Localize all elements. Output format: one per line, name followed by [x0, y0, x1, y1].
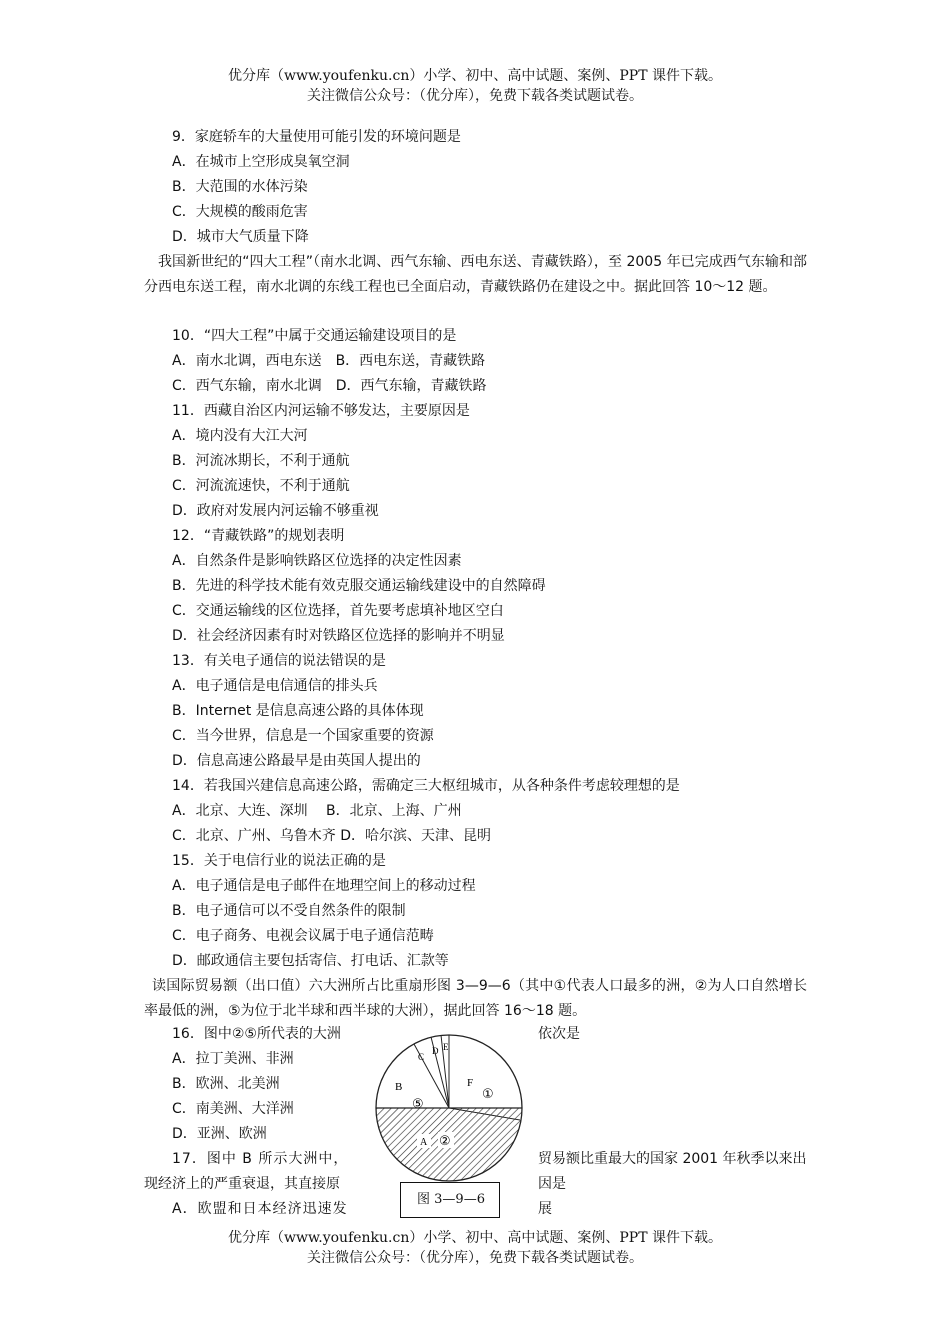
sector-mark-1: ①: [482, 1087, 494, 1102]
passage-four-projects: 我国新世纪的“四大工程”（南水北调、西气东输、西电东送、青藏铁路），至 2005 年已完成西气东输和部分西电东送工程，南水北调的东线工程也已全面启动，青藏铁路仍在建设之中。据此回答 10～12 题。: [144, 254, 807, 295]
q12-option-a: A．自然条件是影响铁路区位选择的决定性因素: [172, 553, 462, 569]
q16-stem-left: 16．图中②⑤所代表的大洲: [172, 1026, 341, 1042]
q11-option-c: C．河流流速快，不利于通航: [172, 478, 350, 494]
q12-option-b: B．先进的科学技术能有效克服交通运输线建设中的自然障碍: [172, 578, 546, 594]
q14-options-cd: C．北京、广州、乌鲁木齐 D．哈尔滨、天津、昆明: [172, 828, 492, 844]
sector-label-a: A: [420, 1137, 428, 1148]
q16-option-d: D．亚洲、欧洲: [172, 1126, 267, 1142]
q16-stem-right: 依次是: [538, 1026, 580, 1042]
figure-caption: 图 3—9—6: [417, 1192, 485, 1207]
q10-stem: 10．“四大工程”中属于交通运输建设项目的是: [172, 328, 457, 344]
figure-caption-box: [400, 1182, 500, 1218]
q15-stem: 15．关于电信行业的说法正确的是: [172, 853, 386, 869]
q17-stem-left: 17．图中 B 所示大洲中，: [172, 1151, 349, 1167]
header-line-2: 关注微信公众号：（优分库），免费下载各类试题试卷。: [307, 88, 643, 104]
q12-option-c: C．交通运输线的区位选择，首先要考虑填补地区空白: [172, 603, 504, 619]
q11-stem: 11．西藏自治区内河运输不够发达，主要原因是: [172, 403, 470, 419]
q9-stem: 9．家庭轿车的大量使用可能引发的环境问题是: [172, 129, 461, 145]
q13-option-d: D．信息高速公路最早是由英国人提出的: [172, 753, 421, 769]
q13-option-a: A．电子通信是电信通信的排头兵: [172, 678, 378, 694]
q14-stem: 14．若我国兴建信息高速公路，需确定三大枢纽城市，从各种条件考虑较理想的是: [172, 778, 680, 794]
q17-stem-right: 贸易额比重最大的国家 2001 年秋季以来出: [538, 1151, 807, 1167]
sector-label-f: F: [467, 1077, 474, 1089]
sector-label-e: E: [443, 1042, 449, 1052]
sector-label-d: D: [432, 1046, 439, 1056]
q10-options-ab: A．南水北调，西电东送 B．西电东送，青藏铁路: [172, 353, 486, 369]
q15-option-c: C．电子商务、电视会议属于电子通信范畴: [172, 928, 434, 944]
q14-options-ab: A．北京、大连、深圳 B．北京、上海、广州: [172, 803, 462, 819]
q15-option-d: D．邮政通信主要包括寄信、打电话、汇款等: [172, 953, 449, 969]
q13-option-b: B．Internet 是信息高速公路的具体体现: [172, 703, 424, 719]
sector-label-b: B: [395, 1081, 403, 1093]
q15-option-a: A．电子通信是电子邮件在地理空间上的移动过程: [172, 878, 476, 894]
sector-mark-2: ②: [439, 1134, 451, 1149]
q16-option-a: A．拉丁美洲、非洲: [172, 1051, 294, 1067]
sector-label-c: C: [418, 1052, 425, 1062]
q16-option-c: C．南美洲、大洋洲: [172, 1101, 294, 1117]
trade-sector-diagram: [368, 1032, 530, 1182]
q12-stem: 12．“青藏铁路”的规划表明: [172, 528, 345, 544]
q9-option-a: A．在城市上空形成臭氧空洞: [172, 154, 350, 170]
passage-trade-chart: 读国际贸易额（出口值）六大洲所占比重扇形图 3—9—6（其中①代表人口最多的洲，②为人口自然增长率最低的洲，⑤为位于北半球和西半球的大洲），据此回答 16～18 题。: [144, 978, 807, 1019]
q9-option-d: D．城市大气质量下降: [172, 229, 309, 245]
footer-line-1: 优分库（www.youfenku.cn）小学、初中、高中试题、案例、PPT 课件下载。: [227, 1230, 722, 1246]
q11-option-d: D．政府对发展内河运输不够重视: [172, 503, 379, 519]
footer-line-2: 关注微信公众号：（优分库），免费下载各类试题试卷。: [307, 1250, 643, 1266]
q12-option-d: D．社会经济因素有时对铁路区位选择的影响并不明显: [172, 628, 505, 644]
q9-option-b: B．大范围的水体污染: [172, 179, 308, 195]
sector-mark-5: ⑤: [412, 1097, 424, 1112]
q17-option-a-left: A．欧盟和日本经济迅速发: [172, 1201, 348, 1217]
q13-option-c: C．当今世界，信息是一个国家重要的资源: [172, 728, 434, 744]
q13-stem: 13．有关电子通信的说法错误的是: [172, 653, 386, 669]
q11-option-b: B．河流冰期长，不利于通航: [172, 453, 350, 469]
q17-line2-left: 现经济上的严重衰退，其直接原: [144, 1176, 340, 1192]
q15-option-b: B．电子通信可以不受自然条件的限制: [172, 903, 406, 919]
q16-option-b: B．欧洲、北美洲: [172, 1076, 280, 1092]
header-line-1: 优分库（www.youfenku.cn）小学、初中、高中试题、案例、PPT 课件下载。: [227, 68, 722, 84]
q10-options-cd: C．西气东输，南水北调 D．西气东输，青藏铁路: [172, 378, 487, 394]
q17-line2-right: 因是: [538, 1176, 566, 1192]
q9-option-c: C．大规模的酸雨危害: [172, 204, 308, 220]
q11-option-a: A．境内没有大江大河: [172, 428, 308, 444]
q17-option-a-right: 展: [538, 1201, 552, 1217]
